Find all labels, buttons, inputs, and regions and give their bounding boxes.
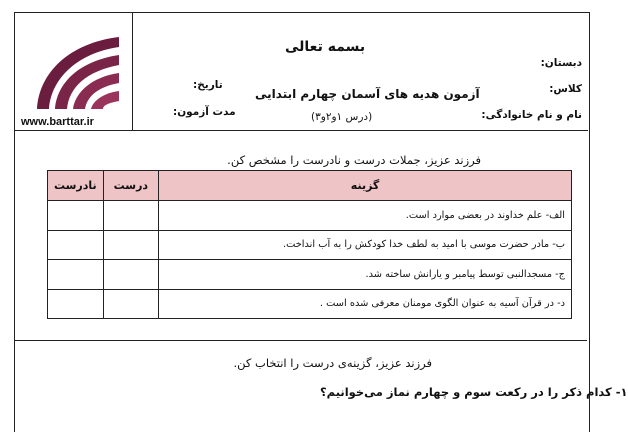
- exam-title: آزمون هدیه های آسمان چهارم ابتدایی: [255, 87, 480, 101]
- incorrect-answer-cell[interactable]: [48, 201, 104, 231]
- column-header-item: گزینه: [159, 171, 572, 201]
- correct-answer-cell[interactable]: [103, 201, 159, 231]
- section2-instruction: فرزند عزیز، گزینه‌ی درست را انتخاب کن.: [233, 356, 432, 370]
- school-label: دبستان:: [540, 57, 582, 69]
- statement-text: ج- مسجدالنبی توسط پیامبر و یارانش ساخته شد.: [159, 260, 572, 290]
- duration-label: مدت آزمون:: [173, 106, 236, 118]
- exam-header: [15, 13, 588, 131]
- table-row: [48, 230, 572, 260]
- correct-answer-cell[interactable]: [103, 230, 159, 260]
- statement-text: ب- مادر حضرت موسی با امید به لطف خدا کودکش را به آب انداخت.: [159, 230, 572, 260]
- exam-lessons: (درس ۱و۲و۳): [311, 111, 373, 123]
- name-label: نام و نام خانوادگی:: [481, 109, 582, 121]
- correct-answer-cell[interactable]: [103, 260, 159, 290]
- table-row: [48, 289, 572, 319]
- true-false-table: [47, 170, 572, 319]
- statement-text: د- در قرآن آسیه به عنوان الگوی مومنان معرفی شده است .: [159, 289, 572, 319]
- question-1-text: ۱- کدام ذکر را در رکعت سوم و چهارم نماز می‌خوانیم؟: [320, 385, 628, 399]
- incorrect-answer-cell[interactable]: [48, 230, 104, 260]
- statement-text: الف- علم خداوند در بعضی موارد است.: [159, 201, 572, 231]
- correct-answer-cell[interactable]: [103, 289, 159, 319]
- incorrect-answer-cell[interactable]: [48, 260, 104, 290]
- column-header-correct: درست: [103, 171, 159, 201]
- incorrect-answer-cell[interactable]: [48, 289, 104, 319]
- date-label: تاریخ:: [193, 79, 223, 91]
- table-header-row: [48, 171, 572, 201]
- column-header-incorrect: نادرست: [48, 171, 104, 201]
- table-row: [48, 260, 572, 290]
- table-row: [48, 201, 572, 231]
- logo-box: [15, 13, 133, 131]
- section-divider: [14, 340, 587, 341]
- bismillah-heading: بسمه تعالی: [285, 39, 366, 55]
- section1-instruction: فرزند عزیز، جملات درست و نادرست را مشخص کن.: [227, 153, 481, 167]
- barttar-logo-icon: [29, 33, 121, 111]
- class-label: کلاس:: [549, 83, 582, 95]
- logo-url[interactable]: www.barttar.ir: [21, 116, 94, 128]
